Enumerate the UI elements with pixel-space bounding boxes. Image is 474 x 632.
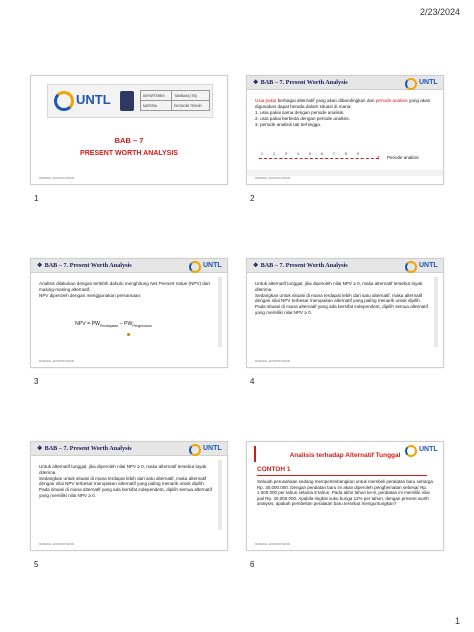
divider [257,475,427,476]
slide-body: Untuk alternatif tunggal, jika diperoleh nilai NPV ≥ 0, maka alternatif tersebut layak diterima. Sedangkan untuk situasi di mana terdapat lebih dari satu alternatif, maka alternatif dengan nilai NPV terbesar merupakan alternatif yang paling menarik untuk dipilih. Pada situasi di mana alternatif yang ada bersifat independent, dipilih semua alternatif yang memiliki nilai NPV ≥ 0. [39,464,212,498]
slide-body: Usia pakai berbagai alternatif yang akan dibandingkan dan periode analisis yang akan digunakan dapat berada dalam situasi di mana: 1. usia pakai sama dengan periode analisis. 2. usia pakai berbeda dengan periode analisis. 3. periode analisis tak terhingga. [255,98,437,128]
diamond-bullet-icon: ❖ [253,79,259,86]
page-date: 2/23/2024 [419,7,460,17]
scrollbar [218,277,222,347]
slide-number: 2 [250,194,255,203]
untl-logo: UNTL [405,78,439,90]
table-cell: EKONOMI TEKNIK [172,101,210,111]
axis-number: 2 [273,152,275,156]
slide-3[interactable] [30,258,228,368]
slide-footer: MATERIAL: EKONOMI TEKNIK [39,360,75,363]
scrollbar [218,460,222,530]
slide-header [31,259,227,273]
slide-footer: MATERIAL: EKONOMI TEKNIK [255,543,291,546]
slide-footer: MATERIAL: EKONOMI TEKNIK [39,543,75,546]
slide-number: 3 [34,377,39,386]
slide-4[interactable] [246,258,444,368]
table-cell: TAMBAHA (TSI) [172,91,210,101]
slide-5[interactable] [30,441,228,551]
slide-header [31,442,227,456]
slide-1[interactable] [30,75,228,185]
axis-number: 5 [309,152,311,156]
slide-number: 5 [34,560,39,569]
untl-logo: UNTL [189,261,223,273]
decorative-band [247,170,443,176]
slide-number: 4 [250,377,255,386]
axis-number: 4 [297,152,299,156]
untl-logo: UNTL [189,444,223,456]
slide-header [247,259,443,273]
logo-text: UNTL [76,92,111,107]
axis-number: 3 [285,152,287,156]
untl-logo: UNTL [405,261,439,273]
axis-number: 8 [345,152,347,156]
chapter-title: PRESENT WORTH ANALYSIS [80,150,178,157]
slide-body: Analisis dilakukan dengan terlebih dahulu menghitung Net Present Value (NPV) dari masing-masing alternatif. NPV diperoleh dengan menggunakan persamaan: [39,281,210,298]
header-title: ❖ BAB – 7. Present Worth Analysis [37,262,132,269]
axis-number: 1 [261,152,263,156]
list-item: 1. usia pakai sama dengan periode analisis. [255,109,345,115]
scrollbar [434,277,438,347]
table-cell: MATERIA [141,101,172,111]
untl-logo-icon [405,261,417,273]
untl-logo-icon [405,78,417,90]
untl-logo: UNTL [405,445,439,457]
page-number: 1 [454,616,460,626]
list-item: 3. periode analisis tak terhingga. [255,121,322,127]
axis-number: 7 [333,152,335,156]
axis-label: Periode analisis [387,155,419,160]
slide-footer: MATERIAL: EKONOMI TEKNIK [39,177,75,180]
untl-logo-icon [189,444,201,456]
slide-number: 1 [34,194,39,203]
dot-icon [127,333,130,336]
example-body: Sebuah perusahaan sedang mempertimbangkan untuk membeli peralatan baru seharga Rp. 30.000.000. Dengan peralatan baru ini akan diperoleh penghematan sebesar Rp. 1.000.000 per tahun selama 8 tahun. Pada akhir tahun ke-8, peralatan ini memiliki nilai jual Rp. 40.000.000. Apabila tingkat suku bunga 12% per tahun, dengan present worth analysis, apakah pembelian peralatan baru tersebut menguntungkan? [257,479,433,506]
chapter-label: BAB – 7 [114,136,144,145]
slide-2[interactable] [246,75,444,185]
diamond-bullet-icon: ❖ [37,445,43,452]
arrow-right-icon: × [377,155,380,161]
diamond-bullet-icon: ❖ [253,262,259,269]
slide-body: Untuk alternatif tunggal, jika diperoleh nilai NPV ≥ 0, maka alternatif tersebut layak diterima. Sedangkan untuk situasi di mana terdapat lebih dari satu alternatif, maka alternatif dengan nilai NPV terbesar merupakan alternatif yang paling menarik untuk dipilih. Pada situasi di mana alternatif yang ada bersifat independent, dipilih semua alternatif yang memiliki nilai NPV ≥ 0. [255,281,428,315]
untl-logo-icon [54,91,74,111]
header-title: ❖ BAB – 7. Present Worth Analysis [37,445,132,452]
axis-number: 6 [321,152,323,156]
slide-6[interactable] [246,441,444,551]
example-heading: CONTOH 1 [257,466,291,473]
course-info-table [140,90,210,111]
diamond-bullet-icon: ❖ [37,262,43,269]
slide-number: 6 [250,560,255,569]
npv-formula: NPV = $PW_{Pendapatan} - PW_{Pengeluaran}$ [75,321,152,329]
slide-footer: MATERIAL: EKONOMI TEKNIK [255,177,291,180]
slide1-header-panel [47,84,213,118]
slide-footer: MATERIAL: EKONOMI TEKNIK [255,360,291,363]
slide-header [247,76,443,90]
header-title: ❖ BAB – 7. Present Worth Analysis [253,79,348,86]
analysis-period-axis [259,158,379,159]
header-title: ❖ BAB – 7. Present Worth Analysis [253,262,348,269]
slide-title: Analisis terhadap Alternatif Tunggal [289,452,401,459]
untl-logo-icon [189,261,201,273]
list-item: 2. usia pakai berbeda dengan periode analisis. [255,115,351,121]
university-seal-icon [120,91,134,111]
table-cell: DEPARTEMEN [141,91,172,101]
axis-number: 9 [357,152,359,156]
